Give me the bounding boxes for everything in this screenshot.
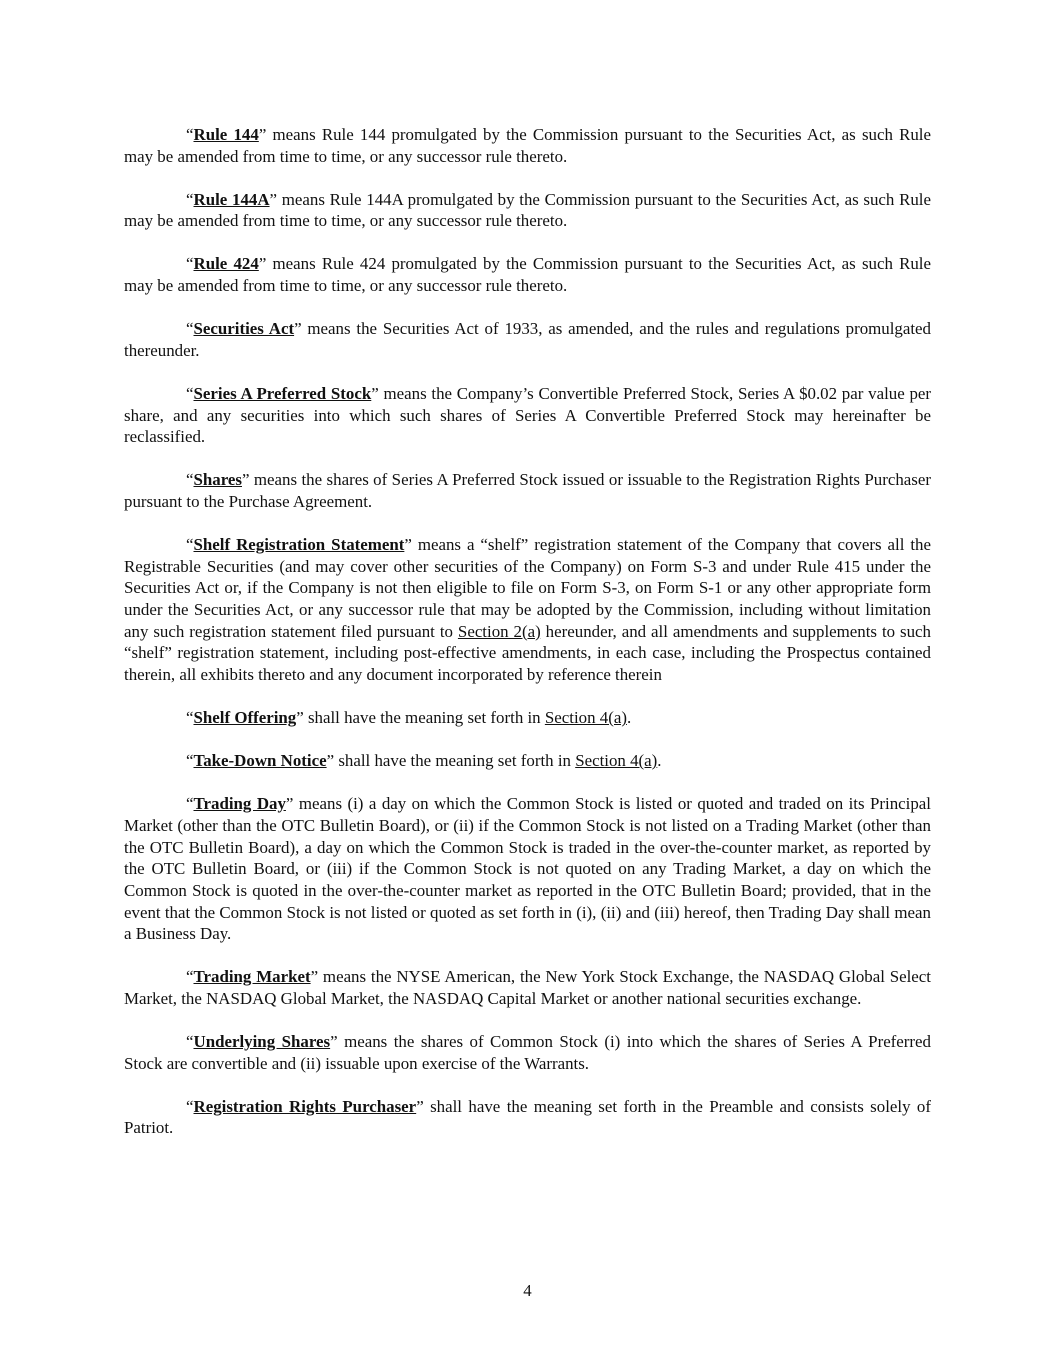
close-quote: ” [404,534,412,554]
close-quote: ” [269,189,278,209]
page-number: 4 [523,1281,532,1300]
open-quote: “ [186,794,194,814]
section-reference: Section 4(a) [544,708,627,728]
definition-securities-act [124,318,931,361]
open-quote: “ [186,125,194,144]
open-quote: “ [186,470,194,490]
definition-text: means the NYSE American, the New York Stock Exchange, the NASDAQ Global Select Market, the NASDAQ Global Market, the NASDAQ Capital Market or another national securities exchange. [124,967,931,1009]
open-quote: “ [186,1096,194,1116]
definition-text: means Rule 144 promulgated by the Commission pursuant to the Securities Act, as such Rule may be amended from time to time, or any successor rule thereto. [124,125,931,166]
definition-text: means (i) a day on which the Common Stock is listed or quoted and traded on its Principal Market (other than the OTC Bulletin Board), or (ii) if the Common Stock is not listed on a Trading Market (other than the OTC Bulletin Board), a day on which the Common Stock is traded in the over-the-counter market, as reported by the OTC Bulletin Board, or (iii) if the Common Stock is not quoted on any Trading Market, a day on which the Common Stock is quoted in the over-the-counter market as reported in the OTC Bulletin Board; provided, that in the event that the Common Stock is not listed or quoted as set forth in (i), (ii) and (iii) hereof, then Trading Day shall mean a Business Day. [124,794,931,944]
open-quote: “ [186,319,194,339]
definition-text: shall have the meaning set forth in [334,751,576,771]
defined-term: Shelf Registration Statement [193,534,405,554]
close-quote: ” [416,1096,424,1116]
close-quote: ” [242,470,250,490]
close-quote: ” [371,383,379,403]
open-quote: “ [186,254,194,274]
definition-rule-424 [124,253,931,296]
defined-term: Series A Preferred Stock [193,383,372,403]
close-quote: ” [258,254,267,274]
close-quote: ” [258,125,267,144]
close-quote: ” [326,751,335,771]
definition-trading-market [124,966,931,1009]
definition-text: means the shares of Common Stock (i) into which the shares of Series A Preferred Stock are convertible and (ii) issuable upon exercise of the Warrants. [124,1032,931,1073]
defined-term: Securities Act [193,319,295,339]
defined-term: Rule 144 [193,125,259,144]
definition-underlying-shares [124,1031,931,1074]
close-quote: ” [330,1032,338,1052]
definition-text: means the shares of Series A Preferred Stock issued or issuable to the Registration Rights Purchaser pursuant to the Purchase Agreement. [124,470,931,511]
open-quote: “ [186,708,194,728]
open-quote: “ [186,967,194,987]
definition-rule-144a [124,189,931,232]
definition-text: shall have the meaning set forth in [303,708,545,728]
definitions-list [124,124,931,1160]
defined-term: Shelf Offering [193,708,297,728]
definition-text: means the Securities Act of 1933, as amended, and the rules and regulations promulgated thereunder. [124,319,931,360]
definition-shelf-registration-statement [124,534,931,686]
definition-series-a-preferred-stock [124,383,931,448]
close-quote: ” [294,319,302,339]
section-reference: Section 2(a) [457,621,541,641]
defined-term: Registration Rights Purchaser [193,1096,417,1116]
defined-term: Trading Day [193,794,286,814]
definition-text: means the Company’s Convertible Preferred Stock, Series A $0.02 par value per share, and any securities into which such shares of Series A Convertible Preferred Stock may hereinafter be reclassified. [124,383,932,447]
definition-rule-144 [124,124,931,167]
definition-text: means a “shelf” registration statement of the Company that covers all the Registrable Securities (and may cover other securities of the Company) on Form S-3 and under Rule 415 under the Securities Act or, if the Company is not then eligible to file on Form S-3, on Form S-1 or any other appropriate form under the Securities Act, or any successor rule that may be adopted by the Commission, including without limitation any such registration statement filed pursuant to [124,534,931,641]
defined-term: Take-Down Notice [193,751,327,771]
definition-registration-rights-purchaser [124,1096,931,1139]
open-quote: “ [186,383,194,403]
close-quote: ” [296,708,304,728]
definition-text: means Rule 424 promulgated by the Commission pursuant to the Securities Act, as such Rule may be amended from time to time, or any successor rule thereto. [124,254,931,296]
open-quote: “ [186,189,194,209]
definition-text-continued: . [626,708,632,728]
section-reference: Section 4(a) [575,751,658,771]
defined-term: Trading Market [193,967,311,987]
open-quote: “ [186,751,194,771]
defined-term: Shares [193,470,242,490]
defined-term: Underlying Shares [193,1032,331,1052]
open-quote: “ [186,534,194,554]
definition-text: means Rule 144A promulgated by the Commission pursuant to the Securities Act, as such Rule may be amended from time to time, or any successor rule thereto. [124,189,931,231]
open-quote: “ [186,1032,194,1052]
definition-shares [124,469,931,512]
defined-term: Rule 144A [193,189,270,209]
definition-text-continued: hereunder, and all amendments and supplements to such “shelf” registration statement, including post-effective amendments, in each case, including the Prospectus contained therein, all exhibits thereto and any document incorporated by reference therein [124,621,931,685]
definition-text: shall have the meaning set forth in the Preamble and consists solely of Patriot. [124,1096,931,1138]
definition-shelf-offering [124,707,931,729]
defined-term: Rule 424 [193,254,259,274]
definition-trading-day [124,793,931,945]
definition-take-down-notice [124,750,931,772]
close-quote: ” [285,794,294,814]
definition-text-continued: . [657,751,662,771]
close-quote: ” [310,967,319,987]
